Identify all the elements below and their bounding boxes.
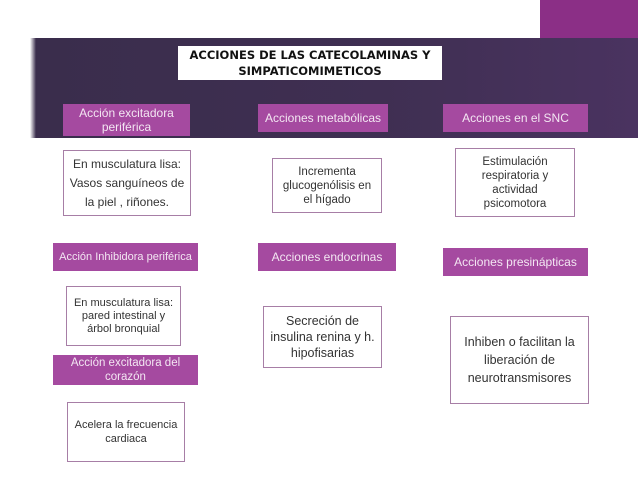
header-presinapticas: Acciones presinápticas bbox=[443, 248, 588, 276]
box-estimulacion: Estimulación respiratoria y actividad psicomotora bbox=[455, 148, 575, 217]
diagram-title: ACCIONES DE LAS CATECOLAMINAS Y SIMPATICOMIMETICOS bbox=[178, 46, 442, 80]
header-metabolicas: Acciones metabólicas bbox=[258, 104, 388, 132]
header-snc: Acciones en el SNC bbox=[443, 104, 588, 132]
accent-block bbox=[540, 0, 638, 38]
header-excitadora-periferica: Acción excitadora periférica bbox=[63, 104, 190, 136]
box-musculatura-lisa-vasos: En musculatura lisa: Vasos sanguíneos de la piel , riñones. bbox=[63, 150, 191, 216]
box-musculatura-lisa-pared: En musculatura lisa: pared intestinal y árbol bronquial bbox=[66, 286, 181, 346]
header-excitadora-corazon: Acción excitadora del corazón bbox=[53, 355, 198, 385]
header-endocrinas: Acciones endocrinas bbox=[258, 243, 396, 271]
box-inhiben: Inhiben o facilitan la liberación de neurotransmisores bbox=[450, 316, 589, 404]
box-glucogenolisis: Incrementa glucogenólisis en el hígado bbox=[272, 158, 382, 213]
box-secrecion: Secreción de insulina renina y h. hipofisarias bbox=[263, 306, 382, 368]
header-inhibidora-periferica: Acción Inhibidora periférica bbox=[53, 243, 198, 271]
box-acelera: Acelera la frecuencia cardiaca bbox=[67, 402, 185, 462]
